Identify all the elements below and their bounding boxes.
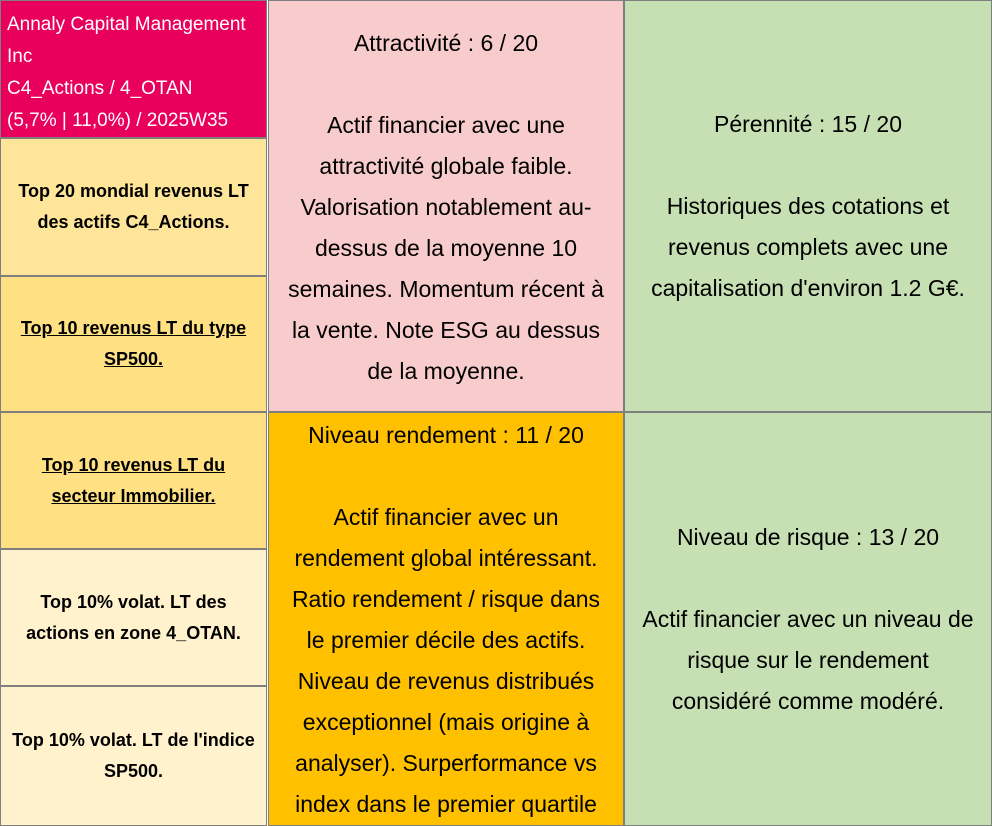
rendement-text-line: Actif financier avec un [333, 504, 559, 530]
risque-text-line: considéré comme modéré. [671, 687, 945, 714]
ranking-cell [0, 276, 267, 412]
ranking-line1: Top 20 mondial revenus LT [18, 181, 249, 201]
company-name-line1: Annaly Capital Management [7, 14, 246, 35]
ranking-line2: secteur Immobilier. [51, 485, 216, 506]
risque-text-line: Actif financier avec un niveau de [642, 605, 974, 632]
ranking-line2: des actifs C4_Actions. [37, 212, 230, 232]
attractivite-text-line: la vente. Note ESG au dessus [291, 317, 601, 343]
ranking-cell [0, 138, 267, 276]
rendement-text-line: Ratio rendement / risque dans [291, 586, 601, 612]
rendement-title: Niveau rendement : 11 / 20 [308, 422, 584, 448]
attractivite-text-line: attractivité globale faible. [319, 153, 573, 179]
ranking-cell [0, 549, 267, 686]
perennite-panel [624, 0, 992, 412]
attractivite-text-line: de la moyenne. [367, 358, 525, 384]
perennite-title: Pérennité : 15 / 20 [714, 110, 902, 137]
rendement-text-line: Niveau de revenus distribués [297, 668, 595, 694]
attractivite-text-line: semaines. Momentum récent à [288, 276, 604, 302]
attractivite-text-line: dessus de la moyenne 10 [314, 235, 578, 261]
ranking-cell [0, 412, 267, 549]
ranking-line2: SP500. [103, 349, 164, 369]
perennite-text-line: capitalisation d'environ 1.2 G€. [651, 274, 965, 301]
ranking-line2: actions en zone 4_OTAN. [26, 622, 241, 643]
ranking-line2: SP500. [103, 761, 164, 781]
risque-text-line: risque sur le rendement [687, 646, 929, 673]
rendement-panel [268, 412, 624, 826]
attractivite-panel [268, 0, 624, 412]
attractivite-text-line: Valorisation notablement au- [300, 194, 592, 220]
rendement-text-line: rendement global intéressant. [294, 545, 598, 571]
asset-header [0, 0, 267, 138]
ranking-cell [0, 686, 267, 826]
risque-panel [624, 412, 992, 826]
rendement-text-line: index dans le premier quartile [295, 791, 597, 817]
ranking-line1: Top 10 revenus LT du type [20, 318, 247, 338]
ranking-line1: Top 10% volat. LT des [40, 591, 227, 612]
rendement-text-line: le premier décile des actifs. [306, 627, 586, 653]
asset-category: C4_Actions / 4_OTAN [7, 78, 193, 99]
perennite-text-line: revenus complets avec une [668, 233, 948, 260]
risque-title: Niveau de risque : 13 / 20 [676, 523, 940, 550]
rendement-text-line: analyser). Surperformance vs [295, 750, 597, 776]
attractivite-text-line: Actif financier avec une [327, 112, 565, 138]
ranking-line1: Top 10 revenus LT du [41, 454, 226, 475]
perennite-text-line: Historiques des cotations et [666, 192, 950, 219]
company-name-line2: Inc [7, 46, 33, 67]
attractivite-title: Attractivité : 6 / 20 [353, 30, 539, 56]
asset-stats: (5,7% | 11,0%) / 2025W35 [7, 110, 229, 131]
ranking-line1: Top 10% volat. LT de l'indice [12, 730, 255, 750]
rendement-text-line: exceptionnel (mais origine à [302, 709, 590, 735]
